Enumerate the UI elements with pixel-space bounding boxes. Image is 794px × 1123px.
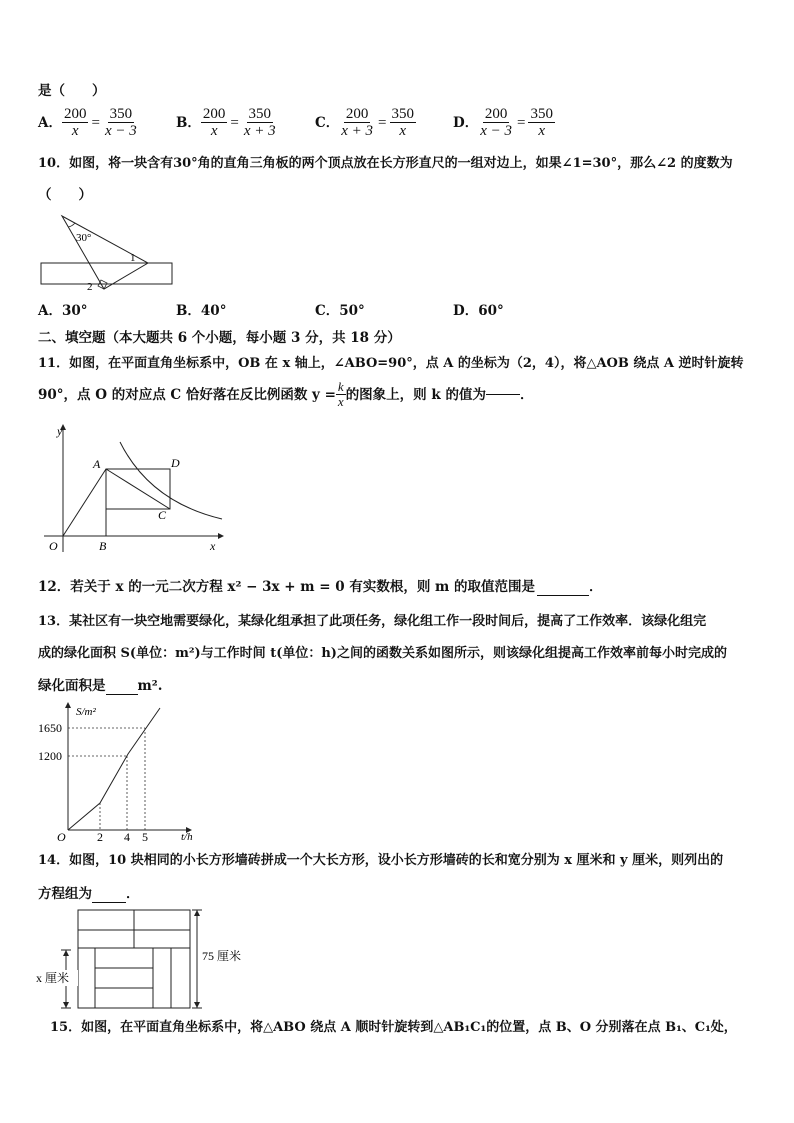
q9-option-d <box>453 106 555 139</box>
point-d-label: D <box>171 456 180 470</box>
tick-4: 4 <box>124 830 130 842</box>
numerator: 200 <box>63 106 87 122</box>
answer-blank[interactable] <box>486 394 520 395</box>
option-label: C． <box>315 114 340 131</box>
q13-line1: 13．某社区有一块空地需要绿化，某绿化组承担了此项任务，绿化组工作一段时间后，提高了工作效率．该绿化组完 <box>38 614 707 629</box>
numerator: 200 <box>345 106 369 122</box>
q12-line <box>38 578 603 596</box>
numerator: 350 <box>109 106 133 122</box>
denominator: x − 3 <box>104 123 137 139</box>
angle-30-label: 30° <box>76 232 92 244</box>
point-a-label: A <box>93 457 101 471</box>
tick-5: 5 <box>142 830 148 842</box>
numerator: 350 <box>391 106 414 122</box>
tick-1200: 1200 <box>38 749 62 763</box>
q14-figure <box>32 906 242 1012</box>
q14-line1: 14．如图，10 块相同的小长方形墙砖拼成一个大长方形，设小长方形墙砖的长和宽分别为 x 厘米和 y 厘米，则列出的 <box>38 853 724 868</box>
q10-paren: （ ） <box>38 187 92 203</box>
fraction <box>339 106 375 139</box>
angle-2-label: 2 <box>87 281 93 293</box>
y-label: y <box>57 424 63 438</box>
x-axis-arrow <box>218 533 224 539</box>
s-axis-arrow <box>65 702 71 708</box>
q10-option-b: B．40° <box>176 303 227 319</box>
denominator: x − 3 <box>480 123 512 139</box>
height-label: 75 厘米 <box>202 949 242 963</box>
point-b-label: B <box>99 539 107 553</box>
q15-text: 15．如图，在平面直角坐标系中，将△ABO 绕点 A 顺时针旋转到△AB₁C₁的位置，点 B、O 分别落在点 B₁、C₁处， <box>50 1020 737 1035</box>
answer-blank[interactable] <box>92 902 126 903</box>
section-title: 二、填空题（本大题共 6 个小题，每小题 3 分，共 18 分） <box>38 330 401 346</box>
q10-text: 10．如图，将一块含有30°角的直角三角板的两个顶点放在长方形直尺的一组对边上，如果∠1=30°，那么∠2 的度数为 <box>38 156 733 171</box>
q14-line2 <box>38 885 140 903</box>
q10-option-c: C．50° <box>315 303 365 319</box>
fraction-k-over-x <box>336 380 346 409</box>
answer-blank[interactable] <box>537 595 589 596</box>
q9-option-b <box>176 106 278 139</box>
arrow-down-icon <box>194 1002 200 1008</box>
fraction <box>390 106 417 139</box>
q14-end: ． <box>126 886 140 902</box>
point-c-label: C <box>158 508 167 522</box>
x-label: x <box>210 539 216 553</box>
q13-figure <box>38 700 208 842</box>
denominator: x <box>337 394 344 409</box>
q11-end: ． <box>519 386 534 403</box>
q10-option-d: D．60° <box>453 303 504 319</box>
denominator: x <box>399 123 407 139</box>
equals-sign: = <box>91 114 100 131</box>
denominator: x + 3 <box>341 123 374 139</box>
q10-figure <box>38 206 178 296</box>
point-o-label: O <box>49 539 58 553</box>
numerator: k <box>337 379 344 394</box>
segment-oa <box>63 469 106 536</box>
q13-line3-text: 绿化面积是 <box>38 678 106 694</box>
numerator: 200 <box>484 106 508 122</box>
fraction <box>201 106 228 139</box>
fraction <box>478 106 514 139</box>
arrow-down-icon <box>63 1002 69 1008</box>
origin-label: O <box>57 830 66 842</box>
equals-sign: = <box>517 114 526 131</box>
s-axis-label: S/m² <box>76 706 96 718</box>
q11-figure <box>38 422 228 554</box>
q11-line2-text-b: 的图象上，则 k 的值为 <box>345 386 486 403</box>
q9-stem: 是（ ） <box>38 83 106 99</box>
angle-1-label: 1 <box>130 252 136 264</box>
ruler <box>41 263 172 284</box>
q9-option-c <box>315 106 416 139</box>
option-label: D． <box>453 114 479 131</box>
denominator: x + 3 <box>243 123 276 139</box>
equals-sign: = <box>230 114 239 131</box>
fraction <box>242 106 278 139</box>
q11-line2 <box>38 380 533 409</box>
arrow-up-icon <box>194 910 200 916</box>
fraction <box>103 106 139 139</box>
option-label: A． <box>38 114 62 131</box>
fraction <box>528 106 555 139</box>
x-label: x 厘米 <box>36 971 70 985</box>
fraction <box>62 106 89 139</box>
q14-line2-text: 方程组为 <box>38 886 92 902</box>
segment-ac <box>106 469 170 509</box>
area-time-line <box>68 708 160 830</box>
q13-line3 <box>38 677 162 695</box>
q12-text: 12．若关于 x 的一元二次方程 x² − 3x + m = 0 有实数根，则 m 的取值范围是 <box>38 579 536 595</box>
arrow-up-icon <box>63 950 69 956</box>
equals-sign: = <box>378 114 387 131</box>
numerator: 200 <box>202 106 226 122</box>
denominator: x <box>538 123 546 139</box>
q13-unit: m². <box>137 678 163 694</box>
numerator: 350 <box>248 106 272 122</box>
q9-option-a <box>38 106 139 139</box>
numerator: 350 <box>530 106 553 122</box>
q10-option-a: A．30° <box>38 303 88 319</box>
tick-1650: 1650 <box>38 721 62 735</box>
t-axis-label: t/h <box>181 831 193 842</box>
angle-arc <box>68 223 75 227</box>
denominator: x <box>71 123 79 139</box>
tick-2: 2 <box>97 830 103 842</box>
denominator: x <box>210 123 218 139</box>
hyperbola-curve <box>120 442 222 519</box>
q11-line2-text: 90°，点 O 的对应点 C 恰好落在反比例函数 y = <box>38 386 336 403</box>
q12-end: ． <box>589 579 603 595</box>
answer-blank[interactable] <box>106 694 138 695</box>
option-label: B． <box>176 114 201 131</box>
q11-line1: 11．如图，在平面直角坐标系中，OB 在 x 轴上，∠ABO=90°，点 A 的坐标为（2，4），将△AOB 绕点 A 逆时针旋转 <box>38 356 744 371</box>
q13-line2: 成的绿化面积 S(单位：m²)与工作时间 t(单位：h)之间的函数关系如图所示，则该绿化组提高工作效率前每小时完成的 <box>38 646 727 661</box>
